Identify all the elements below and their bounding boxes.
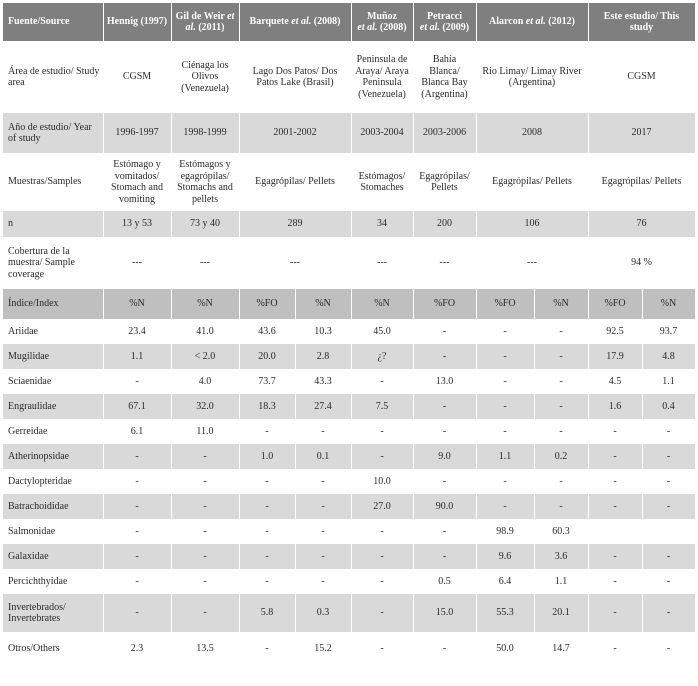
cell: - — [476, 419, 534, 444]
header-row — [3, 3, 695, 41]
cell: 6.1 — [103, 419, 171, 444]
cell: %N — [295, 289, 351, 319]
cell: 94 % — [588, 237, 695, 289]
cell: 6.4 — [476, 569, 534, 594]
cell: 14.7 — [534, 632, 588, 666]
row-year-of-study — [3, 113, 695, 153]
cell: 93.7 — [642, 319, 695, 344]
cell: 0.3 — [295, 594, 351, 632]
cell: 27.0 — [351, 494, 413, 519]
cell: - — [103, 469, 171, 494]
cell: 1.1 — [476, 444, 534, 469]
cell: - — [171, 519, 239, 544]
cell: - — [171, 569, 239, 594]
cell: %N — [534, 289, 588, 319]
cell: 2.3 — [103, 632, 171, 666]
table-row — [3, 544, 695, 569]
cell: - — [642, 444, 695, 469]
cell: - — [103, 444, 171, 469]
cell: Estómagos y egagrópilas/ Stomachs and pellets — [171, 153, 239, 211]
cell: 4.8 — [642, 344, 695, 369]
cell: 34 — [351, 211, 413, 237]
row-label: Año de estudio/ Year of study — [3, 113, 103, 153]
cell: 2003-2006 — [413, 113, 476, 153]
cell: - — [534, 319, 588, 344]
cell: %N — [103, 289, 171, 319]
cell: --- — [103, 237, 171, 289]
cell: 43.3 — [295, 369, 351, 394]
cell: - — [534, 369, 588, 394]
cell: - — [588, 444, 642, 469]
table-row — [3, 632, 695, 666]
cell: - — [476, 369, 534, 394]
cell: 1.1 — [534, 569, 588, 594]
table-row — [3, 344, 695, 369]
cell: - — [534, 494, 588, 519]
cell: - — [351, 519, 413, 544]
cell: 0.1 — [295, 444, 351, 469]
cell: 90.0 — [413, 494, 476, 519]
row-label: Salmonidae — [3, 519, 103, 544]
cell: Estómago y vomitados/ Stomach and vomiting — [103, 153, 171, 211]
row-index — [3, 289, 695, 319]
row-n — [3, 211, 695, 237]
cell: 289 — [239, 211, 351, 237]
cell: 2003-2004 — [351, 113, 413, 153]
cell: 76 — [588, 211, 695, 237]
cell: 0.2 — [534, 444, 588, 469]
cell: - — [476, 469, 534, 494]
cell: - — [295, 519, 351, 544]
cell: 106 — [476, 211, 588, 237]
cell: --- — [171, 237, 239, 289]
cell: 55.3 — [476, 594, 534, 632]
cell: - — [642, 494, 695, 519]
cell: %FO — [476, 289, 534, 319]
cell: - — [642, 544, 695, 569]
row-label: Otros/Others — [3, 632, 103, 666]
cell: - — [588, 469, 642, 494]
cell: 9.6 — [476, 544, 534, 569]
cell: - — [413, 544, 476, 569]
cell: - — [588, 569, 642, 594]
cell: 15.2 — [295, 632, 351, 666]
cell: - — [239, 569, 295, 594]
table-row — [3, 594, 695, 632]
cell: - — [588, 594, 642, 632]
cell: - — [295, 569, 351, 594]
cell: - — [239, 519, 295, 544]
cell: 2008 — [476, 113, 588, 153]
cell: - — [642, 469, 695, 494]
cell: - — [588, 544, 642, 569]
cell: Egagrópilas/ Pellets — [239, 153, 351, 211]
header-gil-de-weir: Gil de Weir et al. (2011) — [171, 3, 239, 41]
cell: 41.0 — [171, 319, 239, 344]
cell: CGSM — [588, 41, 695, 113]
cell: - — [642, 419, 695, 444]
cell: 13.0 — [413, 369, 476, 394]
cell: - — [476, 344, 534, 369]
cell: - — [295, 469, 351, 494]
cell: 2.8 — [295, 344, 351, 369]
cell: 11.0 — [171, 419, 239, 444]
cell: - — [588, 494, 642, 519]
cell: 73.7 — [239, 369, 295, 394]
cell: - — [534, 469, 588, 494]
row-label: Índice/Index — [3, 289, 103, 319]
cell: - — [351, 419, 413, 444]
header-munoz: Muñoz et al. (2008) — [351, 3, 413, 41]
cell: %N — [642, 289, 695, 319]
cell: Bahía Blanca/ Blanca Bay (Argentina) — [413, 41, 476, 113]
cell: - — [413, 419, 476, 444]
table-row — [3, 569, 695, 594]
cell: - — [295, 494, 351, 519]
cell: 20.0 — [239, 344, 295, 369]
cell: CGSM — [103, 41, 171, 113]
cell: - — [103, 494, 171, 519]
cell: 0.4 — [642, 394, 695, 419]
table-row — [3, 494, 695, 519]
cell: 4.5 — [588, 369, 642, 394]
cell: - — [588, 632, 642, 666]
cell: - — [642, 632, 695, 666]
cell: 32.0 — [171, 394, 239, 419]
cell: - — [239, 469, 295, 494]
cell: - — [534, 344, 588, 369]
cell: Lago Dos Patos/ Dos Patos Lake (Brasil) — [239, 41, 351, 113]
cell: 10.3 — [295, 319, 351, 344]
cell: Egagrópilas/ Pellets — [413, 153, 476, 211]
taxa-rows — [3, 319, 695, 666]
table-row — [3, 319, 695, 344]
cell: < 2.0 — [171, 344, 239, 369]
cell: 13 y 53 — [103, 211, 171, 237]
cell: 98.9 — [476, 519, 534, 544]
cell: 27.4 — [295, 394, 351, 419]
diet-comparison-table — [3, 3, 696, 666]
cell: Egagrópilas/ Pellets — [588, 153, 695, 211]
row-label: Ariidae — [3, 319, 103, 344]
header-alarcon: Alarcon et al. (2012) — [476, 3, 588, 41]
table-row — [3, 394, 695, 419]
table-row — [3, 444, 695, 469]
cell: - — [351, 632, 413, 666]
table-row — [3, 419, 695, 444]
cell: - — [351, 594, 413, 632]
row-label: Mugilidae — [3, 344, 103, 369]
cell: - — [171, 494, 239, 519]
table-row — [3, 469, 695, 494]
cell: - — [534, 419, 588, 444]
header-barquete: Barquete et al. (2008) — [239, 3, 351, 41]
row-label: Engraulidae — [3, 394, 103, 419]
cell: - — [103, 569, 171, 594]
cell: - — [413, 469, 476, 494]
cell: 2001-2002 — [239, 113, 351, 153]
cell: 92.5 — [588, 319, 642, 344]
cell: - — [413, 394, 476, 419]
cell: 13.5 — [171, 632, 239, 666]
cell: 23.4 — [103, 319, 171, 344]
cell: - — [413, 319, 476, 344]
cell: Estómagos/ Stomaches — [351, 153, 413, 211]
cell: 73 y 40 — [171, 211, 239, 237]
header-this-study: Este estudio/ This study — [588, 3, 695, 41]
cell: Peninsula de Araya/ Araya Peninsula (Venezuela) — [351, 41, 413, 113]
cell: - — [103, 519, 171, 544]
cell: - — [413, 632, 476, 666]
cell: %FO — [413, 289, 476, 319]
cell: 1.6 — [588, 394, 642, 419]
cell: - — [171, 544, 239, 569]
cell: 4.0 — [171, 369, 239, 394]
row-label: Dactylopteridae — [3, 469, 103, 494]
cell: - — [351, 544, 413, 569]
cell: ¿? — [351, 344, 413, 369]
cell: %FO — [239, 289, 295, 319]
cell: --- — [239, 237, 351, 289]
cell: %N — [171, 289, 239, 319]
row-label: Percichthyidae — [3, 569, 103, 594]
cell: 18.3 — [239, 394, 295, 419]
cell: 7.5 — [351, 394, 413, 419]
cell: 60.3 — [534, 519, 588, 544]
cell: 0.5 — [413, 569, 476, 594]
cell: - — [295, 419, 351, 444]
cell: 200 — [413, 211, 476, 237]
cell: - — [351, 569, 413, 594]
cell: Egagrópilas/ Pellets — [476, 153, 588, 211]
cell: - — [171, 594, 239, 632]
cell: 1.0 — [239, 444, 295, 469]
cell — [642, 519, 695, 544]
cell: %N — [351, 289, 413, 319]
cell: - — [239, 632, 295, 666]
cell: - — [103, 544, 171, 569]
cell: 9.0 — [413, 444, 476, 469]
row-label: Gerreidae — [3, 419, 103, 444]
cell: --- — [413, 237, 476, 289]
cell: - — [239, 419, 295, 444]
row-study-area — [3, 41, 695, 113]
cell: --- — [476, 237, 588, 289]
cell: - — [476, 394, 534, 419]
row-label: Sciaenidae — [3, 369, 103, 394]
row-label: Galaxidae — [3, 544, 103, 569]
row-label: Muestras/Samples — [3, 153, 103, 211]
cell: - — [171, 444, 239, 469]
cell: 15.0 — [413, 594, 476, 632]
cell: Ciénaga los Olivos (Venezuela) — [171, 41, 239, 113]
cell: 17.9 — [588, 344, 642, 369]
row-label: Invertebrados/ Invertebrates — [3, 594, 103, 632]
row-label: Atherinopsidae — [3, 444, 103, 469]
row-samples — [3, 153, 695, 211]
cell: - — [476, 494, 534, 519]
row-sample-coverage — [3, 237, 695, 289]
cell: 67.1 — [103, 394, 171, 419]
cell: 2017 — [588, 113, 695, 153]
cell: - — [239, 494, 295, 519]
cell: - — [413, 344, 476, 369]
cell: 43.6 — [239, 319, 295, 344]
header-source: Fuente/Source — [3, 3, 103, 41]
cell: - — [239, 544, 295, 569]
cell: 5.8 — [239, 594, 295, 632]
cell: 1998-1999 — [171, 113, 239, 153]
row-label: Área de estudio/ Study area — [3, 41, 103, 113]
cell: 20.1 — [534, 594, 588, 632]
cell: - — [103, 369, 171, 394]
cell: - — [295, 544, 351, 569]
cell: 1.1 — [642, 369, 695, 394]
cell: - — [642, 594, 695, 632]
cell: - — [534, 394, 588, 419]
cell: 45.0 — [351, 319, 413, 344]
cell: %FO — [588, 289, 642, 319]
row-label: Batrachoididae — [3, 494, 103, 519]
table-row — [3, 369, 695, 394]
cell — [588, 519, 642, 544]
cell: 1996-1997 — [103, 113, 171, 153]
cell: 10.0 — [351, 469, 413, 494]
cell: 50.0 — [476, 632, 534, 666]
cell: - — [351, 444, 413, 469]
cell: - — [476, 319, 534, 344]
row-label: n — [3, 211, 103, 237]
table-row — [3, 519, 695, 544]
cell: --- — [351, 237, 413, 289]
cell: - — [171, 469, 239, 494]
cell: 3.6 — [534, 544, 588, 569]
header-petracci: Petracci et al. (2009) — [413, 3, 476, 41]
cell: - — [351, 369, 413, 394]
row-label: Cobertura de la muestra/ Sample coverage — [3, 237, 103, 289]
cell: 1.1 — [103, 344, 171, 369]
cell: - — [103, 594, 171, 632]
cell: - — [413, 519, 476, 544]
cell: - — [642, 569, 695, 594]
cell: - — [588, 419, 642, 444]
header-hennig: Hennig (1997) — [103, 3, 171, 41]
cell: Rio Limay/ Limay River (Argentina) — [476, 41, 588, 113]
